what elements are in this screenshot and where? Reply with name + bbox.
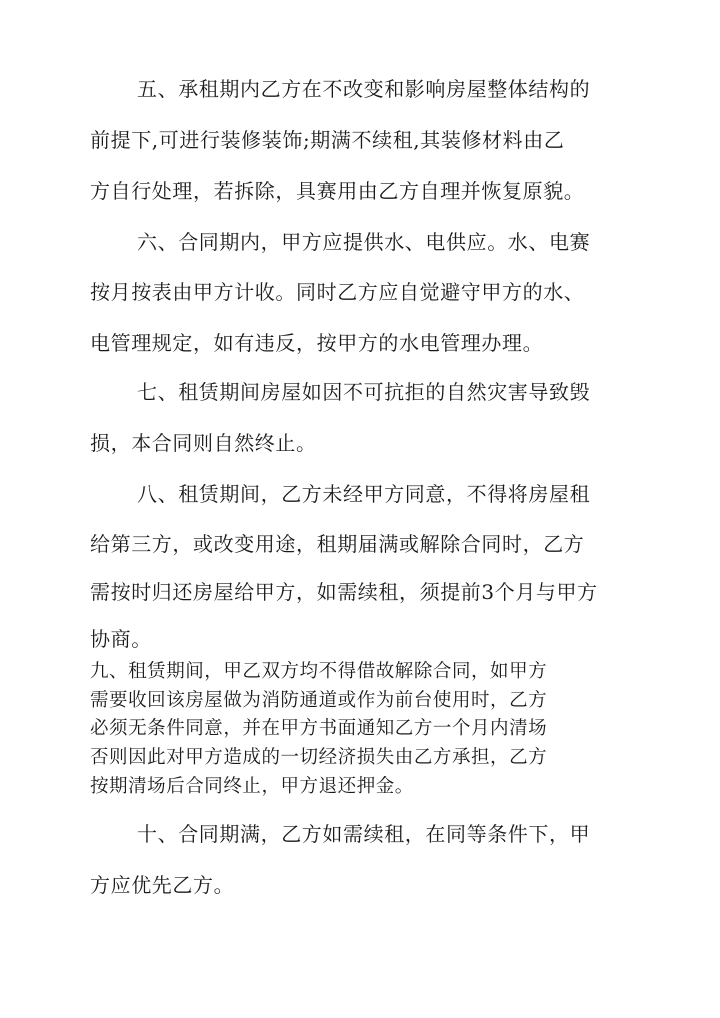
text-line: 给第三方，或改变用途，租期届满或解除合同时，乙方 xyxy=(90,532,585,556)
text-line: 方自行处理，若拆除，具赛用由乙方自理并恢复原貌。 xyxy=(90,179,585,203)
text-line: 协商。 xyxy=(90,627,152,651)
text-line: 八、租赁期间，乙方未经甲方同意，不得将房屋租 xyxy=(137,482,591,506)
text-line: 需按时归还房屋给甲方，如需续租，须提前3个月与甲方 xyxy=(90,580,598,604)
text-line: 必须无条件同意，并在甲方书面通知乙方一个月内清场 xyxy=(90,718,548,739)
text-line: 损，本合同则自然终止。 xyxy=(90,431,317,455)
text-line: 需要收回该房屋做为消防通道或作为前台使用时，乙方 xyxy=(90,690,548,711)
text-line: 七、租赁期间房屋如因不可抗拒的自然灾害导致毁 xyxy=(137,380,591,404)
text-line: 按月按表由甲方计收。同时乙方应自觉避守甲方的水、 xyxy=(90,280,585,304)
text-line: 前提下,可进行装修装饰;期满不续租,其装修材料由乙 xyxy=(90,128,565,152)
text-line: 十、合同期满，乙方如需续租，在同等条件下，甲 xyxy=(137,822,591,846)
text-line: 否则因此对甲方造成的一切经济损失由乙方承担，乙方 xyxy=(90,747,548,768)
text-line: 六、合同期内，甲方应提供水、电供应。水、电赛 xyxy=(137,230,591,254)
text-line: 五、承租期内乙方在不改变和影响房屋整体结构的 xyxy=(137,77,591,101)
text-line: 方应优先乙方。 xyxy=(90,873,235,897)
text-line: 电管理规定，如有违反，按甲方的水电管理办理。 xyxy=(90,331,544,355)
text-line: 九、租赁期间，甲乙双方均不得借故解除合同，如甲方 xyxy=(90,661,548,682)
text-line: 按期清场后合同终止，甲方退还押金。 xyxy=(90,776,414,797)
